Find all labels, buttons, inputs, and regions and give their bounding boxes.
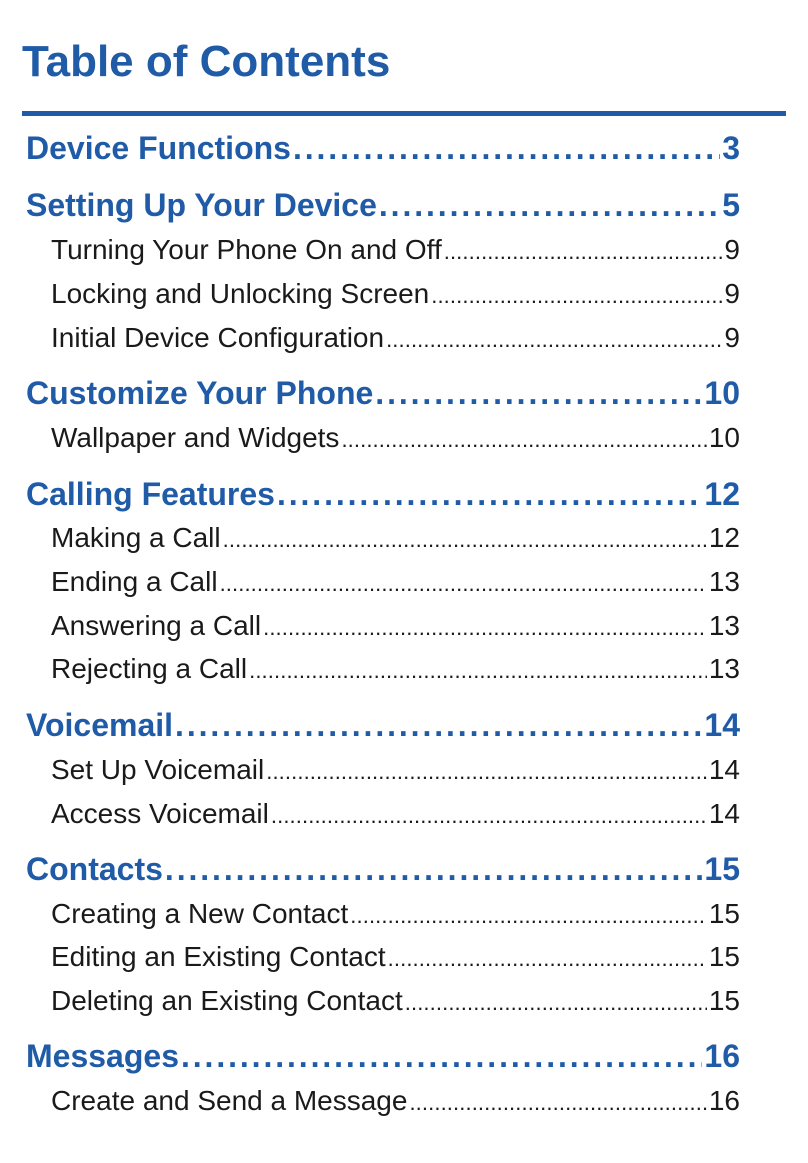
toc-entry-label: Messages bbox=[26, 1038, 179, 1074]
toc-entry-label: Set Up Voicemail bbox=[51, 754, 265, 785]
dot-leader bbox=[181, 1036, 702, 1076]
toc-entry-page: 15 bbox=[704, 851, 740, 887]
toc-entry-label: Editing an Existing Contact bbox=[51, 941, 386, 972]
toc-entry-label: Wallpaper and Widgets bbox=[51, 422, 340, 453]
dot-leader bbox=[431, 276, 722, 312]
toc-entry-page: 16 bbox=[704, 1038, 740, 1074]
toc-sub-initial-device-configuration[interactable] bbox=[51, 320, 740, 356]
toc-entry-label: Contacts bbox=[26, 851, 163, 887]
toc-entry-page: 12 bbox=[708, 522, 740, 553]
toc-section-contacts[interactable] bbox=[26, 849, 740, 889]
dot-leader bbox=[249, 651, 707, 687]
toc-entry-page: 16 bbox=[708, 1085, 740, 1116]
toc-entry-label: Calling Features bbox=[26, 476, 275, 512]
toc-entry-label: Customize Your Phone bbox=[26, 375, 374, 411]
toc-entry-page: 15 bbox=[708, 941, 740, 972]
toc-sub-ending-a-call[interactable] bbox=[51, 564, 740, 600]
toc-section-voicemail[interactable] bbox=[26, 705, 740, 745]
toc-entry-page: 10 bbox=[704, 375, 740, 411]
toc-entry-label: Initial Device Configuration bbox=[51, 322, 385, 353]
toc-entry-label: Creating a New Contact bbox=[51, 898, 349, 929]
dot-leader bbox=[263, 608, 707, 644]
dot-leader bbox=[405, 983, 707, 1019]
toc-entry-label: Answering a Call bbox=[51, 610, 262, 641]
dot-leader bbox=[271, 796, 707, 832]
toc-entry-page: 14 bbox=[708, 754, 740, 785]
toc-entry-page: 14 bbox=[704, 707, 740, 743]
dot-leader bbox=[175, 705, 702, 745]
dot-leader bbox=[341, 420, 706, 456]
toc-sub-answering-a-call[interactable] bbox=[51, 608, 740, 644]
toc-section-messages[interactable] bbox=[26, 1036, 740, 1076]
toc-entry-page: 9 bbox=[724, 278, 740, 309]
dot-leader bbox=[444, 232, 723, 268]
dot-leader bbox=[165, 849, 703, 889]
toc-sub-turning-phone-on-off[interactable] bbox=[51, 232, 740, 268]
toc-entry-label: Turning Your Phone On and Off bbox=[51, 234, 442, 265]
dot-leader bbox=[409, 1083, 706, 1119]
toc-entry-page: 13 bbox=[708, 610, 740, 641]
dot-leader bbox=[388, 939, 707, 975]
toc-sub-access-voicemail[interactable] bbox=[51, 796, 740, 832]
toc-sub-wallpaper-and-widgets[interactable] bbox=[51, 420, 740, 456]
toc-section-customize-your-phone[interactable] bbox=[26, 373, 740, 413]
toc-entry-label: Create and Send a Message bbox=[51, 1085, 408, 1116]
toc-entry-page: 12 bbox=[704, 476, 740, 512]
toc-entry-page: 3 bbox=[722, 130, 740, 166]
toc-entry-label: Ending a Call bbox=[51, 566, 218, 597]
toc-sub-locking-unlocking-screen[interactable] bbox=[51, 276, 740, 312]
dot-leader bbox=[223, 520, 707, 556]
toc-sub-rejecting-a-call[interactable] bbox=[51, 651, 740, 687]
dot-leader bbox=[293, 128, 720, 168]
toc-entry-label: Making a Call bbox=[51, 522, 221, 553]
toc-entry-page: 9 bbox=[724, 322, 740, 353]
toc-section-device-functions[interactable] bbox=[26, 128, 740, 168]
toc-section-calling-features[interactable] bbox=[26, 474, 740, 514]
toc-sub-creating-new-contact[interactable] bbox=[51, 896, 740, 932]
page-title: Table of Contents bbox=[22, 37, 391, 86]
toc-sub-editing-existing-contact[interactable] bbox=[51, 939, 740, 975]
dot-leader bbox=[386, 320, 722, 356]
toc-entry-page: 9 bbox=[724, 234, 740, 265]
toc-sub-create-and-send-message[interactable] bbox=[51, 1083, 740, 1119]
toc-entry-label: Deleting an Existing Contact bbox=[51, 985, 403, 1016]
toc-entry-label: Voicemail bbox=[26, 707, 174, 743]
toc-entry-label: Access Voicemail bbox=[51, 798, 269, 829]
toc-entry-label: Device Functions bbox=[26, 130, 291, 166]
toc-sub-making-a-call[interactable] bbox=[51, 520, 740, 556]
dot-leader bbox=[266, 752, 707, 788]
dot-leader bbox=[350, 896, 707, 932]
toc-entry-label: Rejecting a Call bbox=[51, 653, 248, 684]
toc-section-setting-up-your-device[interactable] bbox=[26, 185, 740, 225]
toc-entry-page: 13 bbox=[708, 653, 740, 684]
dot-leader bbox=[379, 185, 720, 225]
toc-entry-label: Locking and Unlocking Screen bbox=[51, 278, 430, 309]
dot-leader bbox=[375, 373, 702, 413]
toc-entry-page: 15 bbox=[708, 898, 740, 929]
toc-entry-page: 10 bbox=[708, 422, 740, 453]
toc-entry-page: 14 bbox=[708, 798, 740, 829]
toc-entry-page: 5 bbox=[722, 187, 740, 223]
dot-leader bbox=[220, 564, 707, 600]
toc-entry-label: Setting Up Your Device bbox=[26, 187, 377, 223]
dot-leader bbox=[277, 474, 702, 514]
toc-entry-page: 13 bbox=[708, 566, 740, 597]
toc-sub-deleting-existing-contact[interactable] bbox=[51, 983, 740, 1019]
toc-entry-page: 15 bbox=[708, 985, 740, 1016]
toc-sub-set-up-voicemail[interactable] bbox=[51, 752, 740, 788]
